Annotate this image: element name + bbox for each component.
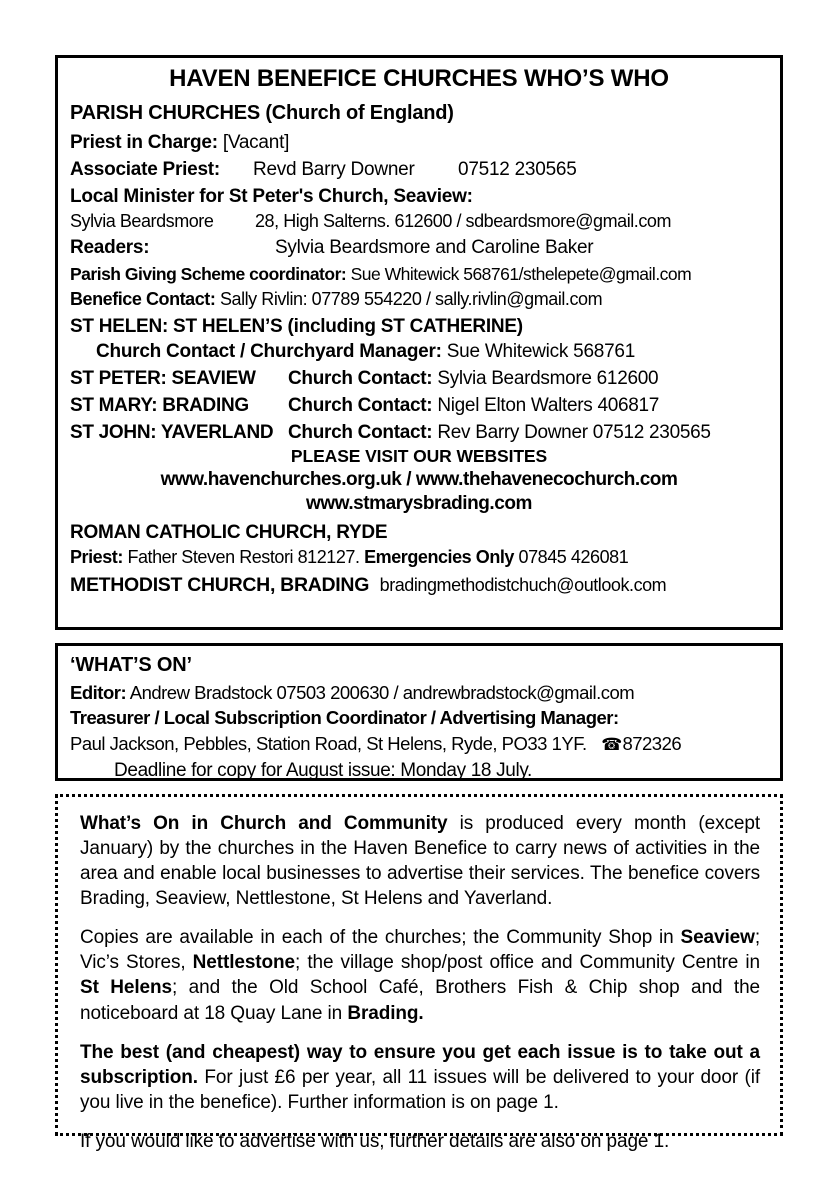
readers-row [70,238,768,258]
st-helen-contact-value: Sue Whitewick 568761 [446,341,636,363]
about-paragraph-3 [80,1040,760,1115]
benefice-contact-label: Benefice Contact: [70,289,216,310]
methodist-heading: METHODIST CHURCH, BRADING [70,573,370,596]
treasurer-address: Paul Jackson, Pebbles, Station Road, St Helens, Ryde, PO33 1YF. [70,732,587,754]
copies-seg-2: ; Vic’s Stores, [80,927,760,974]
copies-seg-1: Copies are available in each of the churches; the Community Shop in [80,927,681,949]
roman-catholic-priest-row [70,548,768,567]
church-row [70,396,768,416]
subscription-details: For just £6 per year, all 11 issues will be delivered to your door (if you live in the benefice). Further information is on page 1. [80,1066,760,1113]
about-paragraph-1 [80,811,760,911]
about-paragraph-1-text: is produced every month (except January) by the churches in the Haven Benefice to carry news of activities in the area and enable local businesses to advertise their services. The benefice covers Brading, Seaview, Nettlestone, St Helens and Yaverland. [80,813,760,910]
copies-seg-3: ; the village shop/post office and Community Centre in [295,952,760,974]
methodist-email[interactable]: bradingmethodistchuch@outlook.com [379,574,667,595]
church-row [70,423,768,443]
st-helen-heading: ST HELEN: ST HELEN’S (including ST CATHERINE) [70,316,523,338]
church-row [70,369,768,389]
methodist-row [70,575,768,595]
parish-churches-heading: PARISH CHURCHES (Church of England) [70,102,454,125]
associate-priest-name: Revd Barry Downer [253,159,415,181]
location-nettlestone: Nettlestone [192,952,296,974]
roman-catholic-heading: ROMAN CATHOLIC CHURCH, RYDE [70,521,388,543]
whats-on-title: ‘WHAT’S ON’ [70,654,192,676]
associate-priest-label: Associate Priest: [70,159,220,181]
roman-catholic-priest-label: Priest: [70,546,123,567]
associate-priest-phone: 07512 230565 [458,159,577,181]
location-st-helens: St Helens [80,977,172,999]
telephone-icon: ☎ [601,734,623,755]
st-helen-contact-row [70,342,768,362]
church-contact-label: Church Contact: [288,421,433,443]
copies-seg-4: ; and the Old School Café, Brothers Fish & Chip shop and the noticeboard at 18 Quay Lane in [80,977,761,1024]
church-contact-value: Nigel Elton Walters 406817 [437,394,660,416]
readers-label: Readers: [70,236,150,258]
local-minister-row [70,212,768,231]
about-publication-box [55,794,783,1152]
church-contact-value: Sylvia Beardsmore 612600 [437,367,659,389]
websites-block [70,447,768,515]
treasurer-phone: 872326 [622,732,682,754]
website-link-line-1[interactable]: www.havenchurches.org.uk / www.thehavenecochurch.com [160,469,678,491]
editor-row [70,683,768,702]
treasurer-heading: Treasurer / Local Subscription Coordinator / Advertising Manager: [70,707,619,729]
parish-giving-row [70,265,768,283]
church-name: ST JOHN: YAVERLAND [70,421,274,443]
associate-priest-row [70,160,768,180]
subscription-lead: The best (and cheapest) way to ensure you get each issue is to take out a subscription. [80,1041,760,1088]
readers-value: Sylvia Beardsmore and Caroline Baker [275,236,594,258]
treasurer-address-row [70,734,768,755]
local-minister-details: 28, High Salterns. 612600 / sdbeardsmore@gmail.com [255,211,671,231]
emergencies-value: 07845 426081 [518,546,629,567]
whos-who-box [55,55,783,630]
local-minister-heading: Local Minister for St Peter's Church, Seaview: [70,186,473,208]
priest-in-charge-row [70,133,768,153]
location-seaview: Seaview [680,927,755,949]
church-name: ST MARY: BRADING [70,394,249,416]
benefice-contact-row [70,290,768,309]
whats-on-box [55,643,783,781]
page-title: HAVEN BENEFICE CHURCHES WHO’S WHO [169,65,669,92]
church-contact-value: Rev Barry Downer 07512 230565 [437,421,711,443]
local-minister-name: Sylvia Beardsmore [70,211,214,231]
parish-giving-value: Sue Whitewick 568761/sthelepete@gmail.com [350,263,692,284]
church-contact-label: Church Contact: [288,394,433,416]
parish-giving-label: Parish Giving Scheme coordinator: [70,263,347,284]
editor-value: Andrew Bradstock 07503 200630 / andrewbradstock@gmail.com [129,682,635,703]
roman-catholic-priest-value: Father Steven Restori 812127. [127,546,360,567]
benefice-contact-value: Sally Rivlin: 07789 554220 / sally.rivlin@gmail.com [219,289,603,310]
church-name: ST PETER: SEAVIEW [70,367,256,389]
websites-heading: PLEASE VISIT OUR WEBSITES [290,445,548,466]
church-contact-label: Church Contact: [288,367,433,389]
st-helen-contact-label: Church Contact / Churchyard Manager: [96,341,442,363]
website-link-line-2[interactable]: www.stmarysbrading.com [306,493,532,515]
location-brading: Brading. [347,1002,424,1024]
deadline-note: Deadline for copy for August issue: Monday 18 July. [114,759,532,781]
editor-label: Editor: [70,682,127,703]
about-paragraph-2 [80,925,760,1025]
priest-in-charge-value: [Vacant] [222,132,290,154]
priest-in-charge-label: Priest in Charge: [70,132,218,154]
publication-name: What’s On in Church and Community [80,813,448,834]
emergencies-label: Emergencies Only [364,546,514,567]
about-paragraph-4: If you would like to advertise with us, further details are also on page 1. [80,1130,670,1152]
